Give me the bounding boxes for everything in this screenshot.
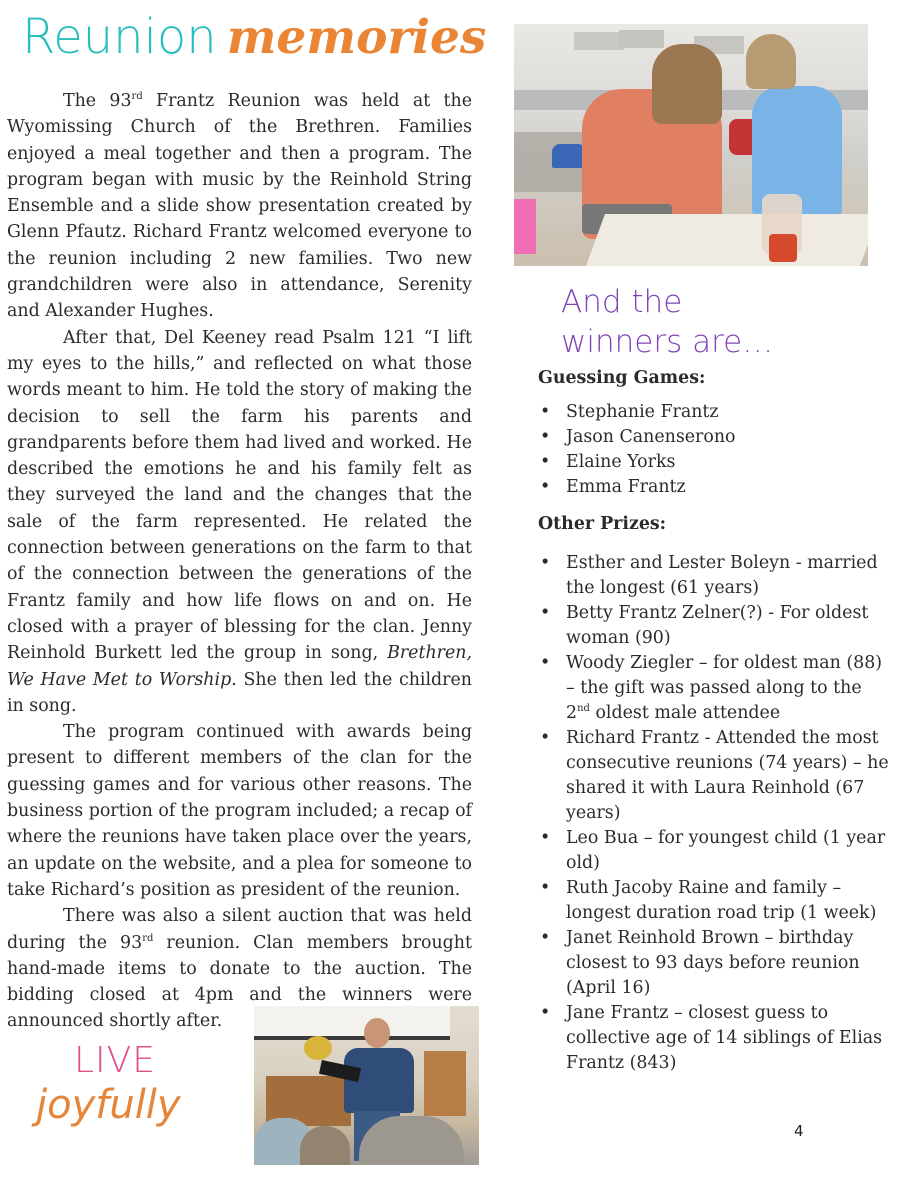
song-title: Brethren, We Have Met to Worship — [7, 643, 472, 690]
joyfully-text: joyfully — [36, 1082, 181, 1128]
bullet-icon: • — [540, 728, 551, 748]
bullet-icon: • — [540, 1003, 551, 1023]
bullet-icon: • — [540, 828, 551, 848]
photo-song-leader — [254, 1006, 479, 1165]
list-item: • Ruth Jacoby Raine and family – longest duration road trip (1 week) — [540, 878, 877, 923]
article-paragraph-4: There was also a silent auction that was held during the 93rd reunion. Clan members brought hand-made items to donate to the auction. The bidding closed at 4pm and the winners were announced shortly after. — [7, 906, 472, 1032]
guessing-games-list — [538, 400, 890, 500]
list-item: • Jane Frantz – closest guess to collective age of 14 siblings of Elias Frantz (843) — [540, 1003, 883, 1073]
winners-heading: And the winners are… — [561, 284, 774, 360]
article-paragraph-3: The program continued with awards being present to different members of the clan for the guessing games and for various other reasons. The business portion of the program included; a recap of where the reunions have taken place over the years, an update on the website, and a plea for someone to take Richard’s position as president of the reunion. — [7, 722, 472, 900]
bullet-icon: • — [540, 878, 551, 898]
list-item: • Betty Frantz Zelner(?) - For oldest woman (90) — [540, 603, 869, 648]
other-prizes-list — [538, 551, 890, 1076]
bullet-icon: • — [540, 427, 551, 447]
article-paragraph-1: The 93rd Frantz Reunion was held at the Wyomissing Church of the Brethren. Families enjoyed a meal together and then a program. The program began with music by the Reinhold String Ensemble and a slide show presentation created by Glenn Pfautz. Richard Frantz welcomed everyone to the reunion including 2 new families. Two new grandchildren were also in attendance, Serenity and Alexander Hughes. — [7, 91, 472, 322]
bullet-icon: • — [540, 928, 551, 948]
other-prizes-heading: Other Prizes: — [538, 514, 667, 534]
article-paragraph-2: After that, Del Keeney read Psalm 121 “I lift my eyes to the hills,” and reflected on what those words meant to him. He told the story of making the decision to sell the farm his parents and grandparents before them had lived and worked. He described the emotions he and his family felt as they surveyed the land and the changes that the sale of the farm represented. He related the connection between generations on the farm to that of the connection between the generations of the Frantz family and how life flows on and on. He closed with a prayer of blessing for the clan. Jenny Reinhold Burkett led the group in song, Brethren, We Have Met to Worship. She then led the children in song. — [7, 327, 472, 716]
title-memories: memories — [226, 10, 487, 65]
title-reunion: Reunion — [22, 9, 217, 65]
article-body — [7, 88, 472, 1035]
bullet-icon: • — [540, 553, 551, 573]
list-item: • Leo Bua – for youngest child (1 year old) — [540, 828, 886, 873]
bullet-icon: • — [540, 603, 551, 623]
list-item: • Richard Frantz - Attended the most consecutive reunions (74 years) – he shared it with Laura Reinhold (67 years) — [540, 728, 889, 823]
photo-guessing-game — [514, 24, 868, 266]
page-number: 4 — [794, 1122, 804, 1140]
guessing-games-heading: Guessing Games: — [538, 368, 706, 388]
list-item: • Janet Reinhold Brown – birthday closest to 93 days before reunion (April 16) — [540, 928, 860, 998]
list-item: • Stephanie Frantz — [538, 400, 890, 425]
bullet-icon: • — [540, 452, 551, 472]
list-item: • Emma Frantz — [538, 475, 890, 500]
winners-list — [538, 366, 890, 1076]
list-item: • Esther and Lester Boleyn - married the longest (61 years) — [540, 553, 878, 598]
list-item: • Woody Ziegler – for oldest man (88) – the gift was passed along to the 2nd oldest male attendee — [540, 653, 883, 723]
live-text: LIVE — [74, 1040, 157, 1081]
list-item: • Elaine Yorks — [538, 450, 890, 475]
bullet-icon: • — [540, 477, 551, 497]
bullet-icon: • — [540, 653, 551, 673]
page-title — [22, 6, 486, 68]
list-item: • Jason Canenserono — [538, 425, 890, 450]
bullet-icon: • — [540, 402, 551, 422]
